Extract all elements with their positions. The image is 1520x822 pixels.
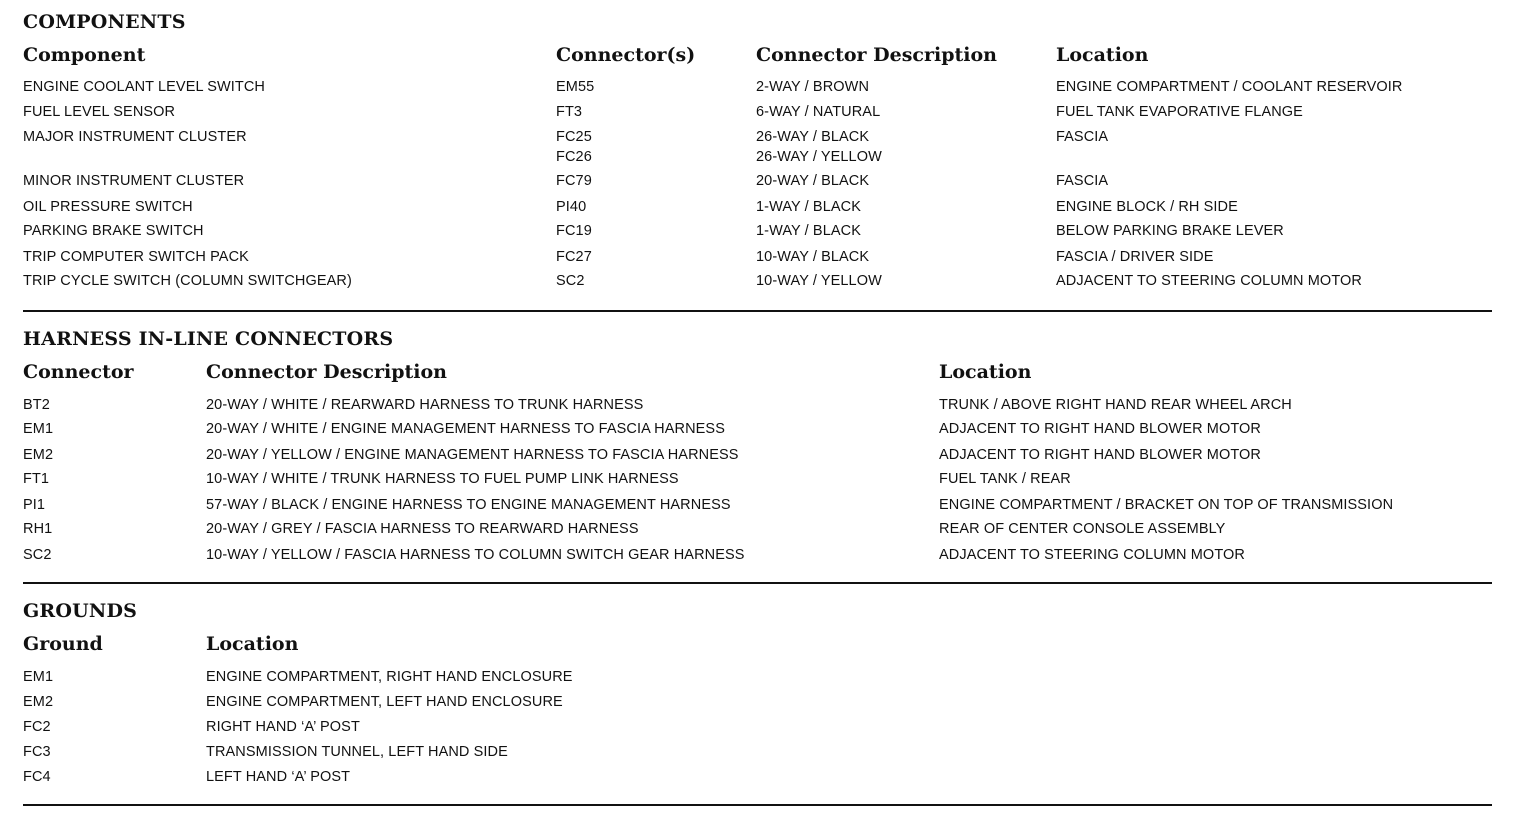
table-row-description: 10-WAY / WHITE / TRUNK HARNESS TO FUEL PUMP LINK HARNESS — [206, 471, 679, 487]
table-row-location: FUEL TANK / REAR — [939, 471, 1071, 487]
table-row-description: 2-WAY / BROWN — [756, 79, 870, 95]
harness-header-location: Location — [939, 361, 1032, 383]
table-row-ground: FC4 — [23, 769, 51, 785]
components-header-connectors: Connector(s) — [556, 44, 696, 66]
table-row-location: ENGINE COMPARTMENT / COOLANT RESERVOIR — [1056, 79, 1403, 95]
table-row-description: 10-WAY / YELLOW / FASCIA HARNESS TO COLUMN SWITCH GEAR HARNESS — [206, 547, 745, 563]
table-row-description: 1-WAY / BLACK — [756, 223, 861, 239]
grounds-header-ground: Ground — [23, 633, 103, 655]
table-row-location: ADJACENT TO STEERING COLUMN MOTOR — [939, 547, 1245, 563]
table-row-connector: FC26 — [556, 149, 592, 165]
table-row-connector: FC79 — [556, 173, 592, 189]
table-row-location: LEFT HAND ‘A’ POST — [206, 769, 351, 785]
table-row-connector: SC2 — [23, 547, 52, 563]
table-row-component: ENGINE COOLANT LEVEL SWITCH — [23, 79, 265, 95]
section-divider — [23, 804, 1492, 806]
table-row-ground: EM2 — [23, 694, 54, 710]
table-row-description: 20-WAY / GREY / FASCIA HARNESS TO REARWARD HARNESS — [206, 521, 639, 537]
table-row-connector: PI40 — [556, 199, 587, 215]
table-row-location: ADJACENT TO RIGHT HAND BLOWER MOTOR — [939, 447, 1262, 463]
table-row-location: ENGINE COMPARTMENT, LEFT HAND ENCLOSURE — [206, 694, 563, 710]
table-row-description: 6-WAY / NATURAL — [756, 104, 881, 120]
table-row-connector: FC19 — [556, 223, 592, 239]
table-row-location: ENGINE COMPARTMENT, RIGHT HAND ENCLOSURE — [206, 669, 573, 685]
table-row-location: BELOW PARKING BRAKE LEVER — [1056, 223, 1284, 239]
section-divider — [23, 310, 1492, 312]
table-row-ground: FC3 — [23, 744, 51, 760]
table-row-connector: EM55 — [556, 79, 595, 95]
table-row-location: TRUNK / ABOVE RIGHT HAND REAR WHEEL ARCH — [939, 397, 1292, 413]
harness-header-connector: Connector — [23, 361, 134, 383]
table-row-connector: RH1 — [23, 521, 53, 537]
table-row-description: 20-WAY / BLACK — [756, 173, 870, 189]
table-row-location: ADJACENT TO STEERING COLUMN MOTOR — [1056, 273, 1362, 289]
table-row-component: TRIP COMPUTER SWITCH PACK — [23, 249, 249, 265]
table-row-location: ADJACENT TO RIGHT HAND BLOWER MOTOR — [939, 421, 1262, 437]
table-row-description: 20-WAY / WHITE / ENGINE MANAGEMENT HARNESS TO FASCIA HARNESS — [206, 421, 725, 437]
table-row-location: ENGINE COMPARTMENT / BRACKET ON TOP OF TRANSMISSION — [939, 497, 1394, 513]
table-row-connector: PI1 — [23, 497, 46, 513]
harness-header-description: Connector Description — [206, 361, 447, 383]
table-row-description: 20-WAY / YELLOW / ENGINE MANAGEMENT HARNESS TO FASCIA HARNESS — [206, 447, 739, 463]
grounds-title: GROUNDS — [23, 600, 138, 622]
grounds-header-location: Location — [206, 633, 299, 655]
table-row-location: FASCIA / DRIVER SIDE — [1056, 249, 1214, 265]
components-header-component: Component — [23, 44, 146, 66]
table-row-connector: FT3 — [556, 104, 583, 120]
table-row-ground: FC2 — [23, 719, 51, 735]
table-row-location: REAR OF CENTER CONSOLE ASSEMBLY — [939, 521, 1226, 537]
table-row-description: 57-WAY / BLACK / ENGINE HARNESS TO ENGINE MANAGEMENT HARNESS — [206, 497, 731, 513]
table-row-location: TRANSMISSION TUNNEL, LEFT HAND SIDE — [206, 744, 508, 760]
table-row-location: FUEL TANK EVAPORATIVE FLANGE — [1056, 104, 1303, 120]
table-row-connector: FC25 — [556, 129, 592, 145]
components-title: COMPONENTS — [23, 11, 186, 33]
table-row-connector: FC27 — [556, 249, 592, 265]
table-row-connector: EM2 — [23, 447, 54, 463]
table-row-description: 10-WAY / YELLOW — [756, 273, 882, 289]
table-row-connector: EM1 — [23, 421, 54, 437]
components-header-location: Location — [1056, 44, 1149, 66]
table-row-description: 10-WAY / BLACK — [756, 249, 870, 265]
table-row-description: 1-WAY / BLACK — [756, 199, 861, 215]
table-row-description: 20-WAY / WHITE / REARWARD HARNESS TO TRUNK HARNESS — [206, 397, 644, 413]
table-row-component: PARKING BRAKE SWITCH — [23, 223, 204, 239]
table-row-location: ENGINE BLOCK / RH SIDE — [1056, 199, 1238, 215]
table-row-ground: EM1 — [23, 669, 54, 685]
harness-title: HARNESS IN-LINE CONNECTORS — [23, 328, 394, 350]
table-row-description: 26-WAY / YELLOW — [756, 149, 882, 165]
table-row-location: FASCIA — [1056, 129, 1109, 145]
table-row-component: FUEL LEVEL SENSOR — [23, 104, 176, 120]
table-row-connector: BT2 — [23, 397, 50, 413]
table-row-connector: FT1 — [23, 471, 50, 487]
table-row-component: MAJOR INSTRUMENT CLUSTER — [23, 129, 247, 145]
table-row-component: OIL PRESSURE SWITCH — [23, 199, 193, 215]
table-row-location: RIGHT HAND ‘A’ POST — [206, 719, 360, 735]
section-divider — [23, 582, 1492, 584]
table-row-description: 26-WAY / BLACK — [756, 129, 870, 145]
components-header-description: Connector Description — [756, 44, 997, 66]
table-row-connector: SC2 — [556, 273, 585, 289]
table-row-location: FASCIA — [1056, 173, 1109, 189]
table-row-component: TRIP CYCLE SWITCH (COLUMN SWITCHGEAR) — [23, 273, 352, 289]
table-row-component: MINOR INSTRUMENT CLUSTER — [23, 173, 245, 189]
